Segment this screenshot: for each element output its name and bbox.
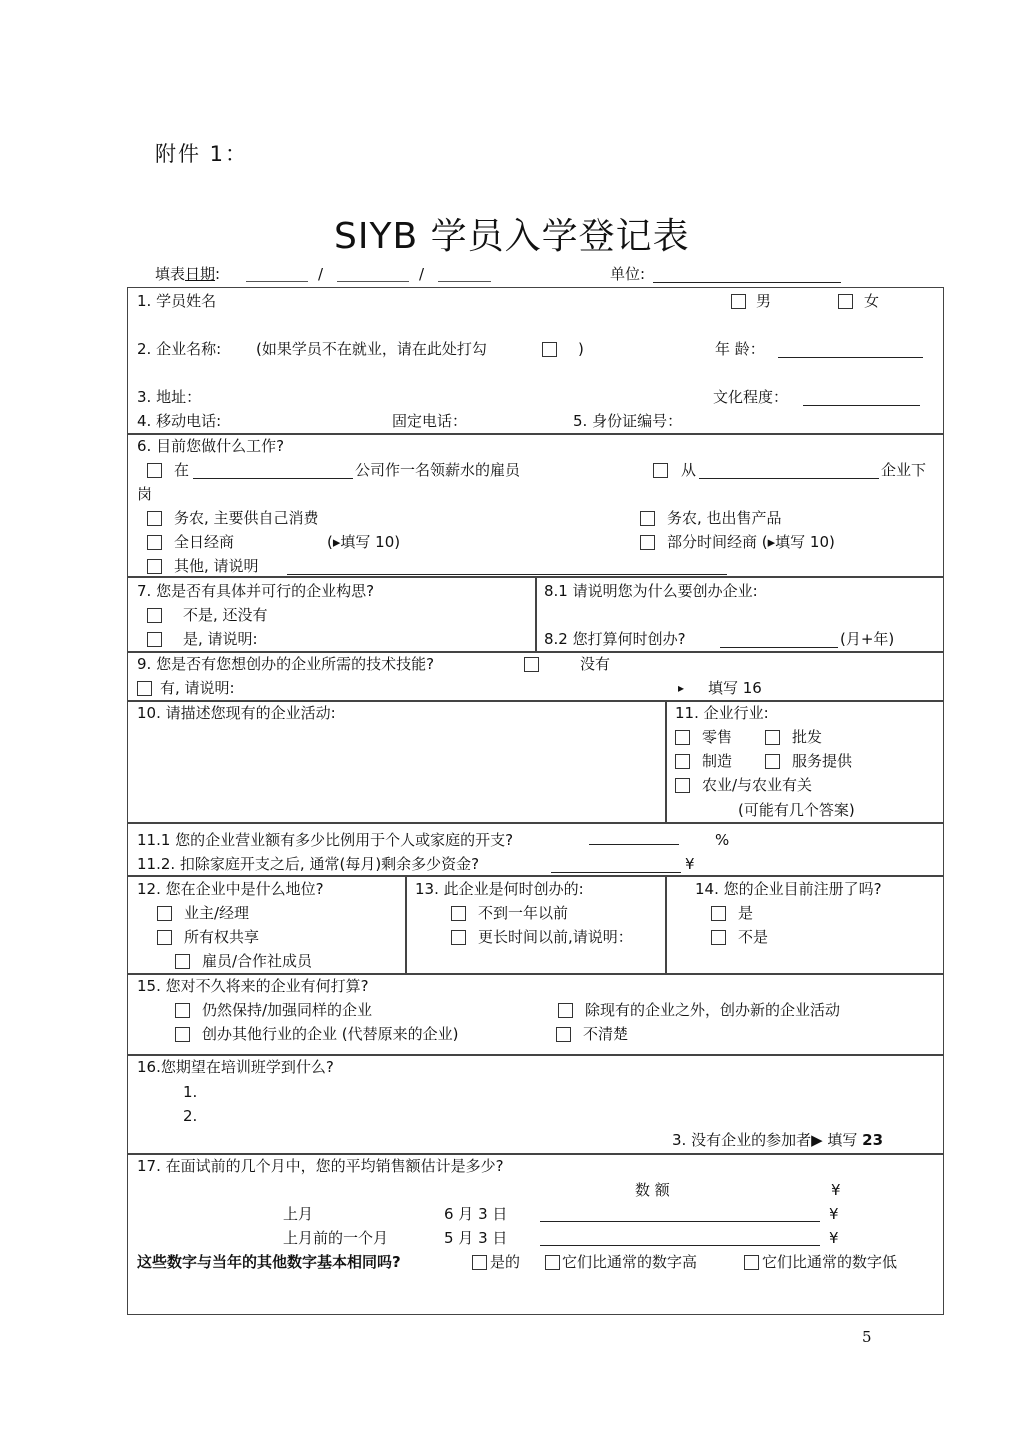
compare-question: 这些数字与当年的其他数字基本相同吗?: [137, 1253, 401, 1271]
col-divider: [665, 875, 667, 974]
parttime-checkbox[interactable]: [640, 535, 655, 550]
q9-yes-label: 有, 请说明:: [160, 679, 235, 697]
farm-self-checkbox[interactable]: [147, 511, 162, 526]
last-month-amount-field[interactable]: [540, 1207, 820, 1222]
q7-yes-label: 是, 请说明:: [183, 630, 258, 648]
laid-off-checkbox[interactable]: [653, 463, 668, 478]
male-label: 男: [756, 292, 772, 310]
last-month-yen: ¥: [829, 1205, 839, 1223]
address-label: 3. 地址：: [137, 388, 202, 406]
col-divider: [405, 875, 407, 974]
student-name-label: 1. 学员姓名: [137, 292, 217, 310]
keep-business-label: 仍然保持/加强同样的企业: [202, 1001, 373, 1019]
multi-answer-note: (可能有几个答案): [738, 801, 855, 819]
wholesale-label: 批发: [792, 728, 823, 746]
employee-at-label: 在: [174, 461, 190, 479]
employer-field[interactable]: [193, 464, 353, 479]
date-sep-2: /: [419, 265, 425, 283]
laid-off-suffix: 企业下: [881, 461, 927, 479]
male-checkbox[interactable]: [731, 294, 746, 309]
prev-month-date: 5 月 3 日: [444, 1229, 508, 1247]
employee-member-checkbox[interactable]: [175, 954, 190, 969]
registered-no-checkbox[interactable]: [711, 930, 726, 945]
col-divider: [665, 700, 667, 823]
amount-header: 数 额: [635, 1181, 670, 1199]
landline-label: 固定电话：: [392, 412, 468, 430]
registered-no-label: 不是: [738, 928, 769, 946]
other-industry-label: 创办其他行业的企业 (代替原来的企业): [202, 1025, 459, 1043]
q16-note-number: 23: [862, 1131, 884, 1149]
q9-yes-checkbox[interactable]: [137, 681, 152, 696]
q16-note: [672, 1131, 883, 1149]
parttime-label: 部分时间经商 (▸填写 10): [667, 533, 835, 551]
owner-checkbox[interactable]: [157, 906, 172, 921]
company-note-close: ): [578, 340, 584, 358]
mobile-label: 4. 移动电话:: [137, 412, 222, 430]
fill-date-row: [155, 265, 220, 283]
fulltime-label: 全日经商: [174, 533, 235, 551]
date-day-field[interactable]: [438, 268, 491, 282]
row-divider: [127, 822, 944, 824]
lower-checkbox[interactable]: [744, 1255, 759, 1270]
prev-month-amount-field[interactable]: [540, 1231, 820, 1246]
date-label-underlined: 日期: [185, 265, 216, 283]
q9-label: 9. 您是否有您想创办的企业所需的技术技能?: [137, 655, 435, 673]
q10-label: 10. 请描述您现有的企业活动:: [137, 704, 336, 722]
page-title: SIYB 学员入学登记表: [334, 216, 690, 257]
shared-ownership-label: 所有权共享: [184, 928, 260, 946]
row-divider: [127, 700, 944, 702]
lt1y-label: 不到一年以前: [478, 904, 569, 922]
q12-label: 12. 您在企业中是什么地位?: [137, 880, 324, 898]
education-label: 文化程度：: [713, 388, 789, 406]
farm-sell-checkbox[interactable]: [640, 511, 655, 526]
arrow-icon: ▸: [678, 681, 685, 695]
q14-label: 14. 您的企业目前注册了吗?: [695, 880, 882, 898]
q9-goto: 填写 16: [708, 679, 762, 697]
date-sep-1: /: [318, 265, 324, 283]
former-company-field[interactable]: [699, 464, 879, 479]
row-divider: [127, 973, 944, 975]
retail-label: 零售: [702, 728, 733, 746]
q16-item-1[interactable]: 1.: [183, 1083, 198, 1101]
new-activity-checkbox[interactable]: [558, 1003, 573, 1018]
unit-label: 单位:: [610, 265, 646, 283]
q7-label: 7. 您是否有具体并可行的企业构思?: [137, 582, 375, 600]
page-number: 5: [862, 1328, 872, 1346]
date-label-prefix: 填表: [155, 265, 186, 283]
yen-header: ¥: [831, 1181, 841, 1199]
same-label: 是的: [490, 1253, 521, 1271]
q6-label: 6. 目前您做什么工作?: [137, 437, 285, 455]
shared-ownership-checkbox[interactable]: [157, 930, 172, 945]
agri-label: 农业/与农业有关: [702, 776, 813, 794]
q17-label: 17. 在面试前的几个月中，您的平均销售额估计是多少?: [137, 1157, 504, 1175]
col-divider: [535, 576, 537, 652]
q111-field[interactable]: [589, 834, 679, 845]
lower-label: 它们比通常的数字低: [762, 1253, 898, 1271]
q81-label: 8.1 请说明您为什么要创办企业:: [544, 582, 758, 600]
registered-yes-label: 是: [738, 904, 754, 922]
employee-checkbox[interactable]: [147, 463, 162, 478]
female-label: 女: [864, 292, 880, 310]
manufacturing-label: 制造: [702, 752, 733, 770]
higher-checkbox[interactable]: [545, 1255, 560, 1270]
unsure-checkbox[interactable]: [556, 1027, 571, 1042]
date-colon: :: [215, 265, 221, 283]
farm-sell-label: 务农, 也出售产品: [667, 509, 782, 527]
other-checkbox[interactable]: [147, 559, 162, 574]
employee-suffix: 公司作一名领薪水的雇员: [355, 461, 521, 479]
q13-label: 13. 此企业是何时创办的:: [415, 880, 584, 898]
id-number-label: 5. 身份证编号：: [573, 412, 683, 430]
q112-field[interactable]: [551, 858, 681, 873]
fulltime-checkbox[interactable]: [147, 535, 162, 550]
age-field[interactable]: [778, 343, 923, 358]
q82-label: 8.2 您打算何时创办?: [544, 630, 686, 648]
row-divider: [127, 433, 944, 435]
service-checkbox[interactable]: [765, 754, 780, 769]
q7-yes-checkbox[interactable]: [147, 632, 162, 647]
last-month-label: 上月: [283, 1205, 314, 1223]
row-divider: [127, 1153, 944, 1155]
new-activity-label: 除现有的企业之外，创办新的企业活动: [585, 1001, 841, 1019]
farm-self-label: 务农, 主要供自己消费: [174, 509, 319, 527]
wholesale-checkbox[interactable]: [765, 730, 780, 745]
owner-label: 业主/经理: [184, 904, 250, 922]
q15-label: 15. 您对不久将来的企业有何打算?: [137, 977, 369, 995]
service-label: 服务提供: [792, 752, 853, 770]
start-date-field[interactable]: [720, 633, 838, 648]
manufacturing-checkbox[interactable]: [675, 754, 690, 769]
employee-member-label: 雇员/合作社成员: [202, 952, 313, 970]
prev-month-yen: ¥: [829, 1229, 839, 1247]
female-checkbox[interactable]: [838, 294, 853, 309]
other-industry-checkbox[interactable]: [175, 1027, 190, 1042]
age-label: 年 龄：: [715, 340, 765, 358]
unit-field[interactable]: [653, 268, 841, 283]
q111-unit: %: [715, 831, 730, 849]
row-divider: [127, 1054, 944, 1056]
keep-business-checkbox[interactable]: [175, 1003, 190, 1018]
q16-note-text: 3. 没有企业的参加者▶ 填写: [672, 1131, 858, 1149]
q9-no-label: 没有: [580, 655, 611, 673]
last-month-date: 6 月 3 日: [444, 1205, 508, 1223]
attachment-label: 附件 1：: [155, 142, 249, 166]
company-note: (如果学员不在就业，请在此处打勾: [256, 340, 487, 358]
q9-no-checkbox[interactable]: [524, 657, 539, 672]
higher-label: 它们比通常的数字高: [562, 1253, 698, 1271]
unsure-label: 不清楚: [583, 1025, 629, 1043]
laid-off-wrap: 岗: [137, 485, 153, 503]
longer-checkbox[interactable]: [451, 930, 466, 945]
prev-month-label: 上月前的一个月: [283, 1229, 389, 1247]
date-month-field[interactable]: [337, 268, 409, 282]
fulltime-note: (▸填写 10): [327, 533, 401, 551]
q112-unit: ¥: [685, 855, 695, 873]
q82-suffix: (月+年): [840, 630, 895, 648]
row-divider: [127, 875, 944, 877]
registered-yes-checkbox[interactable]: [711, 906, 726, 921]
q16-label: 16.您期望在培训班学到什么?: [137, 1058, 334, 1076]
date-year-field[interactable]: [246, 268, 308, 282]
company-name-label: 2. 企业名称:: [137, 340, 222, 358]
q11-label: 11. 企业行业:: [675, 704, 769, 722]
longer-label: 更长时间以前,请说明：: [478, 928, 633, 946]
laid-off-from-label: 从: [681, 461, 697, 479]
other-field[interactable]: [287, 560, 727, 575]
q7-no-label: 不是, 还没有: [183, 606, 268, 624]
q7-no-checkbox[interactable]: [147, 608, 162, 623]
lt1y-checkbox[interactable]: [451, 906, 466, 921]
education-field[interactable]: [803, 391, 920, 406]
q111-label: 11.1 您的企业营业额有多少比例用于个人或家庭的开支?: [137, 831, 514, 849]
same-checkbox[interactable]: [472, 1255, 487, 1270]
agri-checkbox[interactable]: [675, 778, 690, 793]
q16-item-2[interactable]: 2.: [183, 1107, 198, 1125]
other-label: 其他, 请说明: [174, 557, 259, 575]
q112-label: 11.2. 扣除家庭开支之后, 通常(每月)剩余多少资金?: [137, 855, 480, 873]
retail-checkbox[interactable]: [675, 730, 690, 745]
not-employed-checkbox[interactable]: [542, 342, 557, 357]
